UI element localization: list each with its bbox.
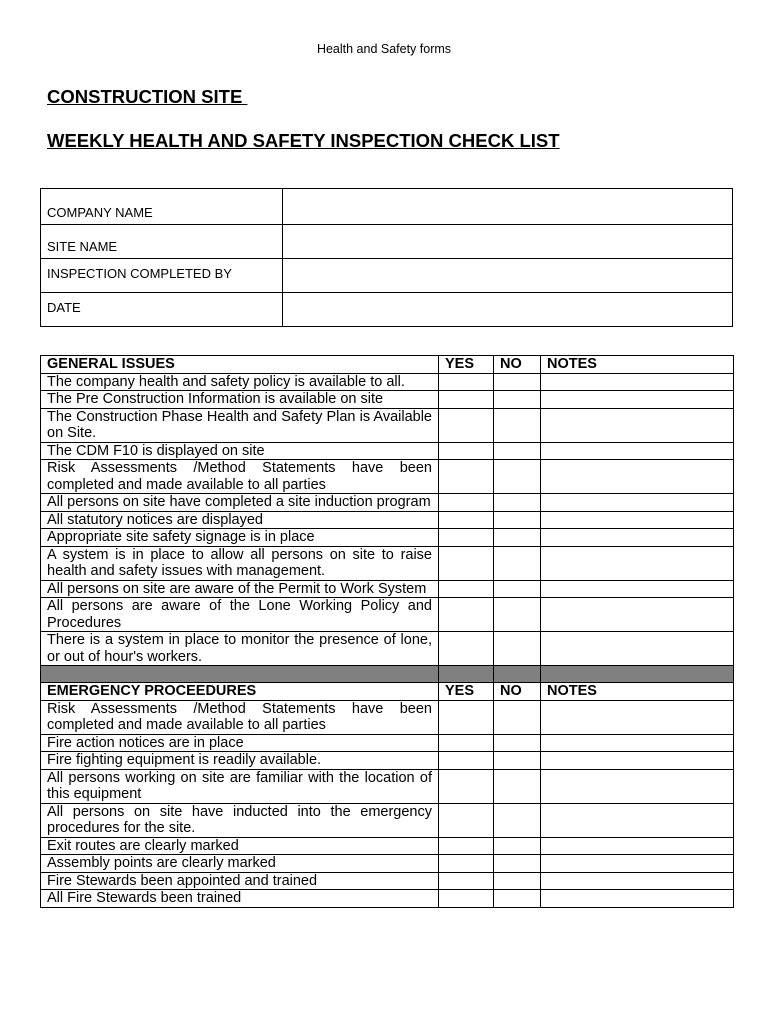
notes-cell[interactable] bbox=[541, 769, 734, 803]
checklist-row bbox=[41, 855, 734, 873]
checklist-item-text: All persons working on site are familiar with the location of this equipment bbox=[41, 769, 439, 803]
checklist-item-text: Risk Assessments /Method Statements have been completed and made available to all parties bbox=[41, 700, 439, 734]
yes-checkbox-cell[interactable] bbox=[439, 546, 494, 580]
yes-checkbox-cell[interactable] bbox=[439, 511, 494, 529]
notes-cell[interactable] bbox=[541, 803, 734, 837]
no-checkbox-cell[interactable] bbox=[494, 529, 541, 547]
checklist-row bbox=[41, 632, 734, 666]
page-header-note: Health and Safety forms bbox=[316, 42, 452, 56]
yes-checkbox-cell[interactable] bbox=[439, 580, 494, 598]
no-checkbox-cell[interactable] bbox=[494, 632, 541, 666]
inspection-details-table bbox=[40, 188, 733, 327]
no-checkbox-cell[interactable] bbox=[494, 442, 541, 460]
checklist-row bbox=[41, 752, 734, 770]
checklist-item-text: Fire Stewards been appointed and trained bbox=[41, 872, 439, 890]
yes-checkbox-cell[interactable] bbox=[439, 408, 494, 442]
checklist-item-text: Appropriate site safety signage is in place bbox=[41, 529, 439, 547]
info-row-inspector bbox=[41, 259, 733, 293]
no-checkbox-cell[interactable] bbox=[494, 511, 541, 529]
notes-cell[interactable] bbox=[541, 837, 734, 855]
checklist-item-text: The Pre Construction Information is available on site bbox=[41, 391, 439, 409]
yes-column-header: YES bbox=[439, 356, 494, 374]
yes-checkbox-cell[interactable] bbox=[439, 700, 494, 734]
yes-checkbox-cell[interactable] bbox=[439, 373, 494, 391]
yes-checkbox-cell[interactable] bbox=[439, 837, 494, 855]
separator-cell bbox=[41, 666, 439, 683]
no-checkbox-cell[interactable] bbox=[494, 872, 541, 890]
notes-cell[interactable] bbox=[541, 442, 734, 460]
notes-cell[interactable] bbox=[541, 734, 734, 752]
notes-cell[interactable] bbox=[541, 872, 734, 890]
checklist-item-text: Fire fighting equipment is readily available. bbox=[41, 752, 439, 770]
yes-checkbox-cell[interactable] bbox=[439, 890, 494, 908]
notes-cell[interactable] bbox=[541, 529, 734, 547]
notes-cell[interactable] bbox=[541, 494, 734, 512]
yes-checkbox-cell[interactable] bbox=[439, 632, 494, 666]
section-separator bbox=[41, 666, 734, 683]
yes-checkbox-cell[interactable] bbox=[439, 494, 494, 512]
checklist-row bbox=[41, 546, 734, 580]
info-row-company bbox=[41, 189, 733, 225]
checklist-row bbox=[41, 373, 734, 391]
notes-cell[interactable] bbox=[541, 855, 734, 873]
company-name-field[interactable] bbox=[283, 189, 733, 225]
info-row-site bbox=[41, 225, 733, 259]
notes-cell[interactable] bbox=[541, 700, 734, 734]
yes-checkbox-cell[interactable] bbox=[439, 598, 494, 632]
date-label: DATE bbox=[41, 293, 283, 327]
checklist-row bbox=[41, 872, 734, 890]
document-title-line2: WEEKLY HEALTH AND SAFETY INSPECTION CHECK LIST bbox=[47, 130, 560, 151]
notes-column-header: NOTES bbox=[541, 683, 734, 701]
no-checkbox-cell[interactable] bbox=[494, 752, 541, 770]
checklist-row bbox=[41, 442, 734, 460]
section-header-row bbox=[41, 683, 734, 701]
checklist-item-text: All persons on site are aware of the Permit to Work System bbox=[41, 580, 439, 598]
no-checkbox-cell[interactable] bbox=[494, 837, 541, 855]
checklist-row bbox=[41, 890, 734, 908]
notes-cell[interactable] bbox=[541, 580, 734, 598]
yes-column-header: YES bbox=[439, 683, 494, 701]
document-title-line1: CONSTRUCTION SITE bbox=[47, 86, 248, 107]
checklist-row bbox=[41, 769, 734, 803]
company-name-label: COMPANY NAME bbox=[41, 189, 283, 225]
checklist-row bbox=[41, 580, 734, 598]
notes-cell[interactable] bbox=[541, 546, 734, 580]
separator-cell bbox=[494, 666, 541, 683]
checklist-item-text: All Fire Stewards been trained bbox=[41, 890, 439, 908]
yes-checkbox-cell[interactable] bbox=[439, 442, 494, 460]
inspection-completed-by-label: INSPECTION COMPLETED BY bbox=[41, 259, 283, 293]
site-name-field[interactable] bbox=[283, 225, 733, 259]
no-checkbox-cell[interactable] bbox=[494, 494, 541, 512]
checklist-row bbox=[41, 511, 734, 529]
notes-cell[interactable] bbox=[541, 460, 734, 494]
no-column-header: NO bbox=[494, 683, 541, 701]
checklist-row bbox=[41, 391, 734, 409]
checklist-row bbox=[41, 803, 734, 837]
checklist-item-text: The Construction Phase Health and Safety Plan is Available on Site. bbox=[41, 408, 439, 442]
checklist-item-text: All persons on site have inducted into the emergency procedures for the site. bbox=[41, 803, 439, 837]
checklist-item-text: All statutory notices are displayed bbox=[41, 511, 439, 529]
site-name-label: SITE NAME bbox=[41, 225, 283, 259]
notes-cell[interactable] bbox=[541, 511, 734, 529]
no-checkbox-cell[interactable] bbox=[494, 598, 541, 632]
checklist-item-text: Assembly points are clearly marked bbox=[41, 855, 439, 873]
no-checkbox-cell[interactable] bbox=[494, 700, 541, 734]
checklist-item-text: The company health and safety policy is available to all. bbox=[41, 373, 439, 391]
notes-cell[interactable] bbox=[541, 752, 734, 770]
notes-cell[interactable] bbox=[541, 890, 734, 908]
no-checkbox-cell[interactable] bbox=[494, 803, 541, 837]
yes-checkbox-cell[interactable] bbox=[439, 752, 494, 770]
yes-checkbox-cell[interactable] bbox=[439, 460, 494, 494]
section-header-row bbox=[41, 356, 734, 374]
no-checkbox-cell[interactable] bbox=[494, 890, 541, 908]
inspection-completed-by-field[interactable] bbox=[283, 259, 733, 293]
no-checkbox-cell[interactable] bbox=[494, 373, 541, 391]
section-title: EMERGENCY PROCEEDURES bbox=[41, 683, 439, 701]
checklist-item-text: All persons on site have completed a site induction program bbox=[41, 494, 439, 512]
notes-cell[interactable] bbox=[541, 408, 734, 442]
yes-checkbox-cell[interactable] bbox=[439, 855, 494, 873]
notes-cell[interactable] bbox=[541, 632, 734, 666]
inspection-checklist-table bbox=[40, 355, 734, 908]
notes-column-header: NOTES bbox=[541, 356, 734, 374]
section-title: GENERAL ISSUES bbox=[41, 356, 439, 374]
checklist-row bbox=[41, 460, 734, 494]
checklist-row bbox=[41, 494, 734, 512]
checklist-item-text: A system is in place to allow all persons on site to raise health and safety issues with management. bbox=[41, 546, 439, 580]
checklist-row bbox=[41, 529, 734, 547]
yes-checkbox-cell[interactable] bbox=[439, 872, 494, 890]
notes-cell[interactable] bbox=[541, 391, 734, 409]
checklist-row bbox=[41, 408, 734, 442]
no-checkbox-cell[interactable] bbox=[494, 391, 541, 409]
separator-cell bbox=[439, 666, 494, 683]
checklist-item-text: The CDM F10 is displayed on site bbox=[41, 442, 439, 460]
checklist-item-text: Exit routes are clearly marked bbox=[41, 837, 439, 855]
yes-checkbox-cell[interactable] bbox=[439, 391, 494, 409]
checklist-item-text: There is a system in place to monitor the presence of lone, or out of hour's workers. bbox=[41, 632, 439, 666]
no-checkbox-cell[interactable] bbox=[494, 734, 541, 752]
no-checkbox-cell[interactable] bbox=[494, 855, 541, 873]
checklist-row bbox=[41, 700, 734, 734]
no-checkbox-cell[interactable] bbox=[494, 769, 541, 803]
yes-checkbox-cell[interactable] bbox=[439, 734, 494, 752]
no-checkbox-cell[interactable] bbox=[494, 580, 541, 598]
yes-checkbox-cell[interactable] bbox=[439, 769, 494, 803]
yes-checkbox-cell[interactable] bbox=[439, 803, 494, 837]
checklist-item-text: All persons are aware of the Lone Working Policy and Procedures bbox=[41, 598, 439, 632]
checklist-item-text: Risk Assessments /Method Statements have been completed and made available to all parties bbox=[41, 460, 439, 494]
no-checkbox-cell[interactable] bbox=[494, 460, 541, 494]
checklist-item-text: Fire action notices are in place bbox=[41, 734, 439, 752]
notes-cell[interactable] bbox=[541, 598, 734, 632]
separator-cell bbox=[541, 666, 734, 683]
no-checkbox-cell[interactable] bbox=[494, 546, 541, 580]
yes-checkbox-cell[interactable] bbox=[439, 529, 494, 547]
checklist-row bbox=[41, 837, 734, 855]
info-row-date bbox=[41, 293, 733, 327]
date-field[interactable] bbox=[283, 293, 733, 327]
no-checkbox-cell[interactable] bbox=[494, 408, 541, 442]
checklist-row bbox=[41, 734, 734, 752]
checklist-row bbox=[41, 598, 734, 632]
no-column-header: NO bbox=[494, 356, 541, 374]
notes-cell[interactable] bbox=[541, 373, 734, 391]
